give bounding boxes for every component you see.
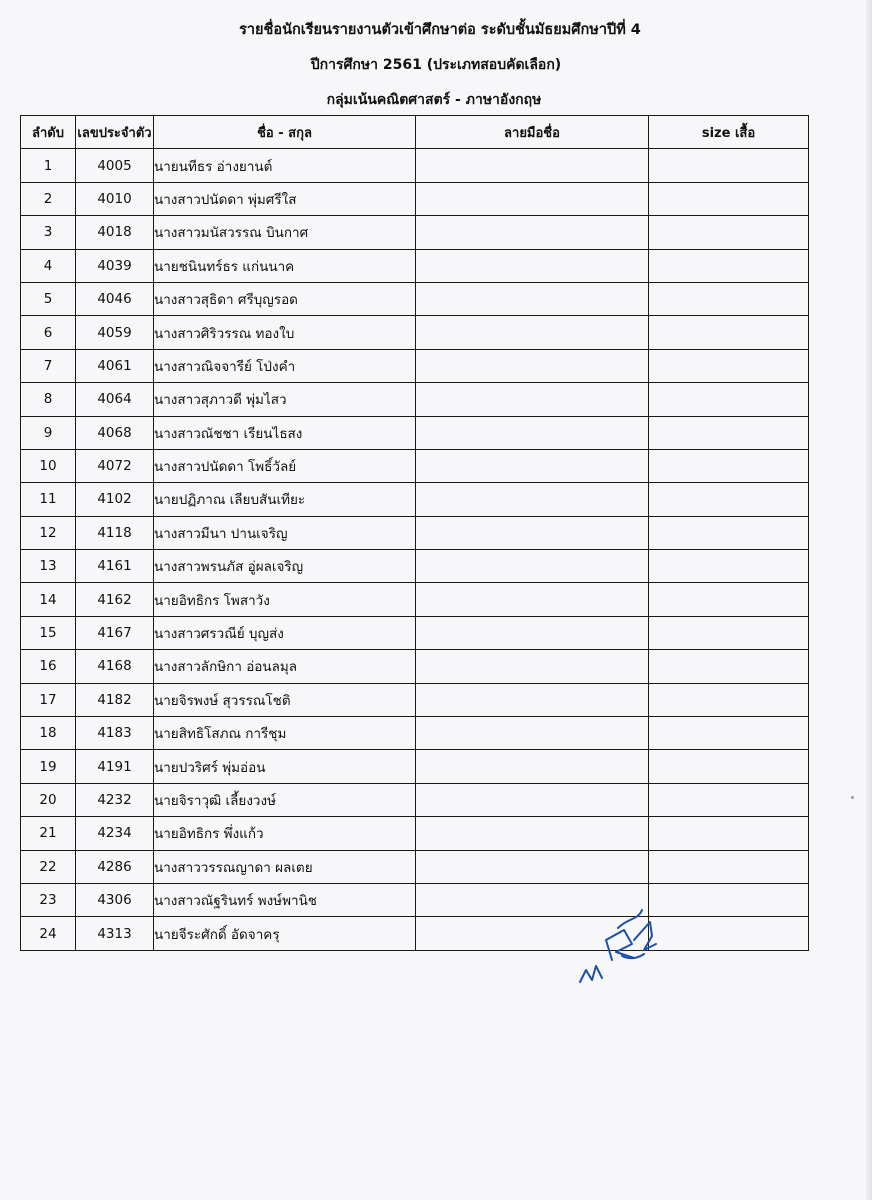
cell-shirt-size [649,583,809,616]
cell-student-id: 4286 [76,850,154,883]
table-row [21,149,809,182]
cell-shirt-size [649,817,809,850]
cell-order: 21 [21,817,76,850]
cell-shirt-size [649,216,809,249]
cell-student-name: นายสิทธิโสภณ การีชุม [154,717,416,750]
page-edge-shadow [866,0,872,1200]
table-row [21,550,809,583]
cell-student-name: นางสาววรรณญาดา ผลเตย [154,850,416,883]
cell-order: 5 [21,282,76,315]
table-row [21,483,809,516]
cell-order: 17 [21,683,76,716]
cell-signature [416,750,649,783]
cell-order: 20 [21,783,76,816]
cell-student-name: นางสาวณิจจารีย์ โป่งคำ [154,349,416,382]
cell-signature [416,616,649,649]
cell-signature [416,316,649,349]
cell-shirt-size [649,550,809,583]
cell-shirt-size [649,516,809,549]
cell-shirt-size [649,616,809,649]
cell-student-id: 4232 [76,783,154,816]
cell-student-name: นายปวริศร์ พุ่มอ่อน [154,750,416,783]
cell-student-id: 4039 [76,249,154,282]
cell-signature [416,683,649,716]
academic-year-line: ปีการศึกษา 2561 (ประเภทสอบคัดเลือก) [310,57,562,73]
cell-shirt-size [649,182,809,215]
cell-order: 18 [21,717,76,750]
cell-signature [416,449,649,482]
cell-signature [416,349,649,382]
student-roster-table [20,115,809,951]
cell-order: 15 [21,616,76,649]
cell-signature [416,216,649,249]
cell-signature [416,650,649,683]
table-row [21,783,809,816]
cell-student-name: นายจิราวุฒิ เลี้ยงวงษ์ [154,783,416,816]
cell-shirt-size [649,316,809,349]
cell-student-id: 4234 [76,817,154,850]
cell-signature [416,583,649,616]
cell-signature [416,282,649,315]
cell-student-id: 4018 [76,216,154,249]
table-row [21,349,809,382]
cell-student-name: นางสาวพรนภัส อู่ผลเจริญ [154,550,416,583]
cell-shirt-size [649,416,809,449]
cell-shirt-size [649,383,809,416]
cell-order: 7 [21,349,76,382]
cell-student-name: นางสาวปนัดดา โพธิ์วัลย์ [154,449,416,482]
table-row [21,817,809,850]
cell-order: 2 [21,182,76,215]
table-row [21,216,809,249]
cell-student-name: นางสาวสุธิดา ศรีบุญรอด [154,282,416,315]
cell-student-id: 4162 [76,583,154,616]
cell-shirt-size [649,883,809,916]
cell-order: 10 [21,449,76,482]
cell-shirt-size [649,850,809,883]
cell-student-id: 4064 [76,383,154,416]
cell-order: 23 [21,883,76,916]
table-row [21,416,809,449]
table-row [21,516,809,549]
table-row [21,449,809,482]
cell-student-name: นางสาวมีนา ปานเจริญ [154,516,416,549]
cell-order: 24 [21,917,76,950]
table-row [21,383,809,416]
cell-student-id: 4182 [76,683,154,716]
cell-order: 11 [21,483,76,516]
table-row [21,650,809,683]
cell-signature [416,182,649,215]
cell-order: 19 [21,750,76,783]
cell-order: 6 [21,316,76,349]
cell-signature [416,817,649,850]
cell-signature [416,850,649,883]
column-header-shirt-size: size เสื้อ [649,116,809,149]
cell-student-id: 4072 [76,449,154,482]
cell-student-id: 4046 [76,282,154,315]
cell-order: 14 [21,583,76,616]
study-program-line: กลุ่มเน้นคณิตศาสตร์ - ภาษาอังกฤษ [326,92,542,108]
cell-signature [416,149,649,182]
column-header-order: ลำดับ [21,116,76,149]
cell-student-id: 4161 [76,550,154,583]
cell-student-name: นายอิทธิกร โพสาวัง [154,583,416,616]
cell-student-id: 4118 [76,516,154,549]
table-row [21,583,809,616]
cell-signature [416,383,649,416]
table-row [21,917,809,950]
table-row [21,282,809,315]
cell-student-id: 4059 [76,316,154,349]
cell-student-id: 4061 [76,349,154,382]
cell-student-name: นายอิทธิกร พึ่งแก้ว [154,817,416,850]
table-row [21,850,809,883]
cell-shirt-size [649,783,809,816]
cell-student-id: 4005 [76,149,154,182]
cell-student-name: นางสาวศรวณีย์ บุญส่ง [154,616,416,649]
cell-signature [416,717,649,750]
cell-shirt-size [649,349,809,382]
cell-student-name: นางสาวณัฐรินทร์ พงษ์พานิช [154,883,416,916]
cell-signature [416,516,649,549]
cell-order: 8 [21,383,76,416]
cell-shirt-size [649,449,809,482]
cell-student-id: 4010 [76,182,154,215]
cell-shirt-size [649,149,809,182]
cell-student-id: 4168 [76,650,154,683]
cell-shirt-size [649,750,809,783]
cell-order: 4 [21,249,76,282]
cell-student-id: 4167 [76,616,154,649]
cell-student-id: 4306 [76,883,154,916]
cell-student-name: นางสาวณัชชา เรียนไธสง [154,416,416,449]
cell-student-name: นายจิรพงษ์ สุวรรณโชติ [154,683,416,716]
table-row [21,750,809,783]
scan-speck [851,796,854,799]
table-header-row [21,116,809,149]
cell-student-name: นายนทีธร อ่างยานต์ [154,149,416,182]
cell-student-name: นางสาวมนัสวรรณ บินกาศ [154,216,416,249]
cell-shirt-size [649,683,809,716]
cell-student-name: นายจีระศักดิ์ อัดจาครุ [154,917,416,950]
cell-shirt-size [649,650,809,683]
cell-student-id: 4313 [76,917,154,950]
cell-signature [416,483,649,516]
cell-order: 9 [21,416,76,449]
cell-order: 13 [21,550,76,583]
cell-order: 16 [21,650,76,683]
cell-order: 12 [21,516,76,549]
cell-order: 1 [21,149,76,182]
cell-order: 3 [21,216,76,249]
cell-order: 22 [21,850,76,883]
handwritten-signature [572,900,662,990]
table-row [21,182,809,215]
table-row [21,683,809,716]
cell-student-id: 4191 [76,750,154,783]
cell-shirt-size [649,483,809,516]
table-row [21,883,809,916]
cell-student-name: นางสาวศิริวรรณ ทองใบ [154,316,416,349]
cell-student-name: นางสาวสุภาวดี พุ่มไสว [154,383,416,416]
table-row [21,316,809,349]
cell-signature [416,416,649,449]
cell-shirt-size [649,249,809,282]
cell-signature [416,550,649,583]
cell-shirt-size [649,717,809,750]
table-row [21,616,809,649]
cell-student-id: 4102 [76,483,154,516]
cell-signature [416,249,649,282]
table-row [21,717,809,750]
cell-student-name: นายชนินทร์ธร แก่นนาค [154,249,416,282]
column-header-signature: ลายมือชื่อ [416,116,649,149]
cell-student-id: 4183 [76,717,154,750]
cell-shirt-size [649,917,809,950]
cell-student-name: นางสาวลักษิกา อ่อนลมุล [154,650,416,683]
table-row [21,249,809,282]
cell-student-name: นางสาวปนัดดา พุ่มศรีใส [154,182,416,215]
column-header-student-id: เลขประจำตัว [76,116,154,149]
column-header-name: ชื่อ - สกุล [154,116,416,149]
document-title: รายชื่อนักเรียนรายงานตัวเข้าศึกษาต่อ ระดับชั้นมัธยมศึกษาปีที่ 4 [239,22,641,38]
cell-student-id: 4068 [76,416,154,449]
cell-signature [416,783,649,816]
cell-student-name: นายปฏิภาณ เลียบสันเทียะ [154,483,416,516]
cell-shirt-size [649,282,809,315]
